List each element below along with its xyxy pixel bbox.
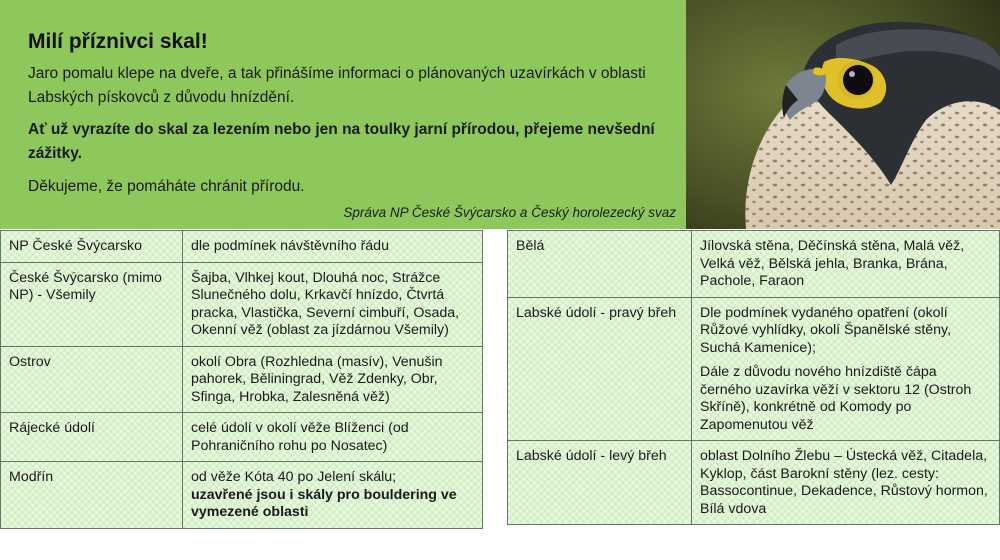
detail-cell: oblast Dolního Žlebu – Ústecká věž, Citadela, Kyklop, část Barokní stěny (lez. cesty: Bassocontinue, Dekadence, Růstový hormon, Bílá vdova: [692, 441, 1000, 525]
table-row: [1, 262, 483, 346]
detail-cell: dle podmínek návštěvního řádu: [183, 231, 483, 263]
thanks-paragraph: Děkujeme, že pomáháte chránit přírodu.: [28, 178, 305, 195]
detail-cell: Jílovská stěna, Děčínská stěna, Malá věž, Velká věž, Bělská jehla, Branka, Brána, Pachole, Faraon: [692, 231, 1000, 298]
area-cell: Rájecké údolí: [1, 413, 183, 462]
detail-text: od věže Kóta 40 po Jelení skálu;: [191, 469, 397, 485]
area-cell: Labské údolí - levý břeh: [508, 441, 692, 525]
area-cell: Bělá: [508, 231, 692, 298]
table-row: [508, 297, 1000, 441]
detail-cell: celé údolí v okolí věže Blíženci (od Pohraničního rohu po Nosatec): [183, 413, 483, 462]
table-row: [1, 231, 483, 263]
area-cell: Modřín: [1, 462, 183, 529]
detail-extra-text: Dále z důvodu nového hnízdiště čápa černého uzavírka věží v sektoru 12 (Ostroh Skříně), konkrétně od Komody po Zapomenutou věž: [700, 364, 972, 433]
right-closures-table: [507, 230, 1000, 525]
falcon-photo: [686, 0, 1000, 229]
detail-cell: Šajba, Vlhkej kout, Dlouhá noc, Strážce Slunečného dolu, Krkavčí hnízdo, Čtvrtá pracka, Vlastička, Severní cimbuří, Osada, Okenní věž (oblast za jízdárnou Všemily): [183, 262, 483, 346]
detail-text: Dle podmínek vydaného opatření (okolí Růžové vyhlídky, okolí Španělské stěny, Suchá Kamenice);: [700, 304, 952, 356]
signature: Správa NP České Švýcarsko a Český horolezecký svaz: [343, 205, 676, 220]
info-banner: [0, 0, 686, 229]
area-cell: NP České Švýcarsko: [1, 231, 183, 263]
detail-cell: [183, 462, 483, 529]
wishes-paragraph: Ať už vyrazíte do skal za lezením nebo jen na toulky jarní přírodou, přejeme nevšední zážitky.: [28, 121, 655, 162]
table-row: [1, 346, 483, 413]
area-cell: České Švýcarsko (mimo NP) - Všemily: [1, 262, 183, 346]
page-title: Milí příznivci skal!: [28, 30, 208, 53]
table-row: [1, 462, 483, 529]
table-row: [508, 441, 1000, 525]
left-closures-table: [0, 230, 483, 529]
detail-bold-text: uzavřené jsou i skály pro bouldering ve vymezené oblasti: [191, 486, 457, 520]
area-cell: Labské údolí - pravý břeh: [508, 297, 692, 441]
area-cell: Ostrov: [1, 346, 183, 413]
table-row: [1, 413, 483, 462]
falcon-image: [686, 0, 1000, 229]
detail-cell: okolí Obra (Rozhledna (masív), Venušin pahorek, Běliningrad, Věž Zdenky, Obr, Sfinga, Hrobka, Zalesněná věž): [183, 346, 483, 413]
detail-cell: [692, 297, 1000, 441]
intro-paragraph: Jaro pomalu klepe na dveře, a tak přinášíme informaci o plánovaných uzavírkách v oblasti Labských pískovců z důvodu hnízdění.: [28, 65, 646, 106]
table-row: [508, 231, 1000, 298]
